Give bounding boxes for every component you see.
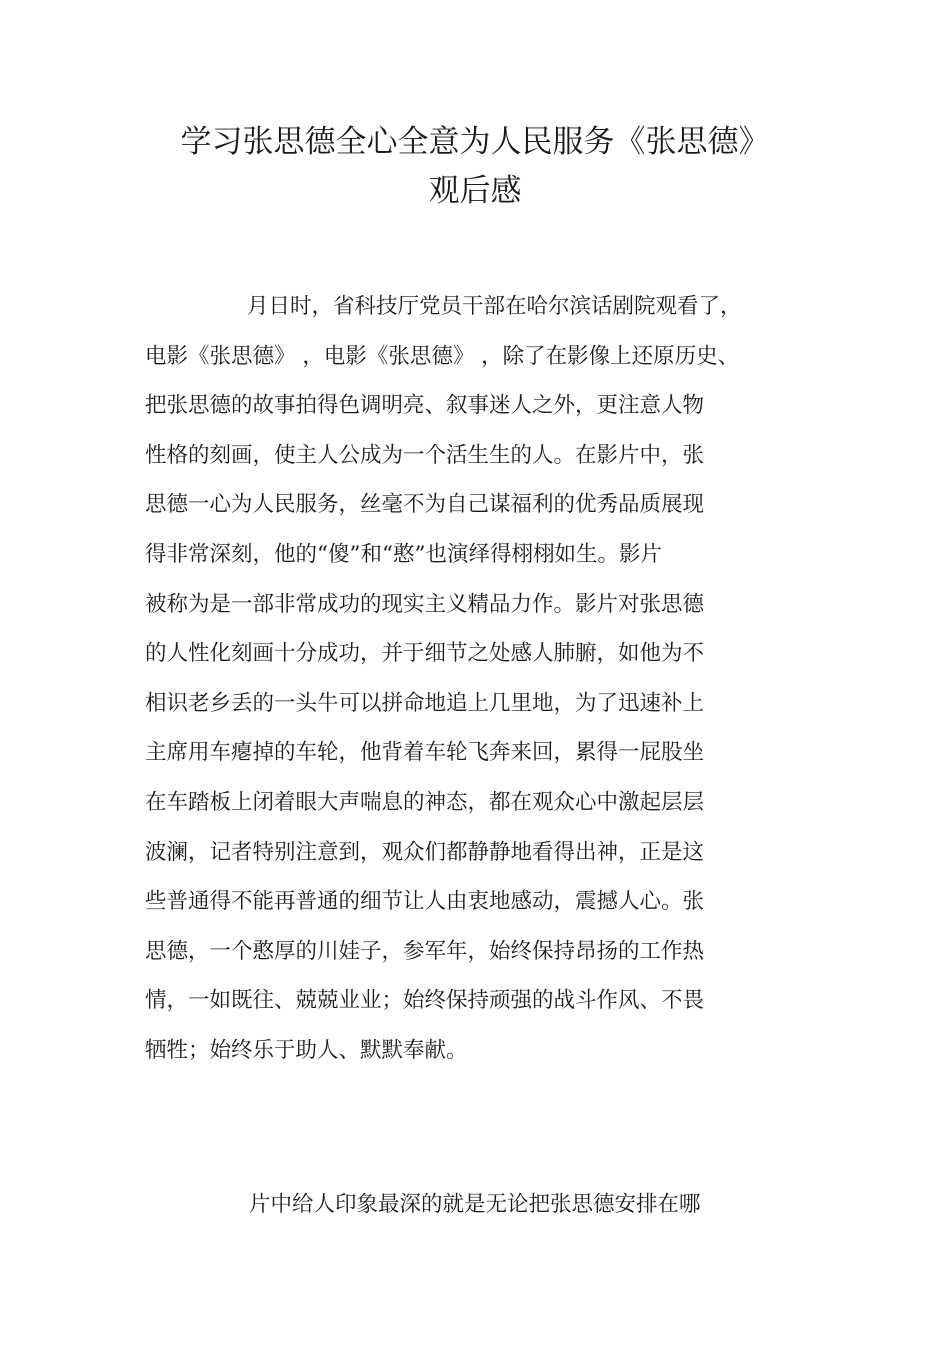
paragraph-line: 主席用车瘪掉的车轮，他背着车轮飞奔来回，累得一屁股坐	[145, 740, 705, 766]
paragraph-line: 性格的刻画，使主人公成为一个活生生的人。在影片中，张	[145, 442, 705, 468]
paragraph-line: 情，一如既往、兢兢业业；始终保持顽强的战斗作风、不畏	[145, 988, 705, 1014]
paragraph-line: 电影《张思德》 ，电影《张思德》 ，除了在影像上还原历史、	[145, 343, 740, 369]
paragraph-line: 被称为是一部非常成功的现实主义精品力作。影片对张思德	[145, 591, 705, 617]
paragraph-1	[145, 282, 805, 1076]
paragraph-line: 牺牲；始终乐于助人、默默奉献。	[145, 1037, 468, 1063]
paragraph-line: 思德一心为人民服务，丝毫不为自己谋福利的优秀品质展现	[145, 492, 705, 518]
paragraph-line: 月日时，省科技厅党员干部在哈尔滨话剧院观看了，	[247, 294, 742, 319]
paragraph-line: 相识老乡丢的一头牛可以拼命地追上几里地，为了迅速补上	[145, 690, 705, 716]
paragraph-line: 波澜，记者特别注意到，观众们都静静地看得出神，正是这	[145, 839, 705, 865]
paragraph-line: 的人性化刻画十分成功，并于细节之处感人肺腑，如他为不	[145, 641, 705, 667]
paragraph-line: 把张思德的故事拍得色调明亮、叙事迷人之外，更注意人物	[145, 393, 705, 419]
paragraph-line: 得非常深刻，他的“傻”和“憨”也演绎得栩栩如生。影片	[145, 541, 662, 567]
document-title-line-1: 学习张思德全心全意为人民服务《张思德》	[180, 124, 770, 160]
paragraph-line: 些普通得不能再普通的细节让人由衷地感动，震撼人心。张	[145, 889, 705, 915]
paragraph-line: 在车踏板上闭着眼大声喘息的神态，都在观众心中激起层层	[145, 789, 705, 815]
paragraph-line: 思德，一个憨厚的川娃子，参军年，始终保持昂扬的工作热	[145, 938, 705, 964]
paragraph-2: 片中给人印象最深的就是无论把张思德安排在哪	[249, 1192, 701, 1217]
document-title-line-2: 观后感	[428, 173, 522, 209]
